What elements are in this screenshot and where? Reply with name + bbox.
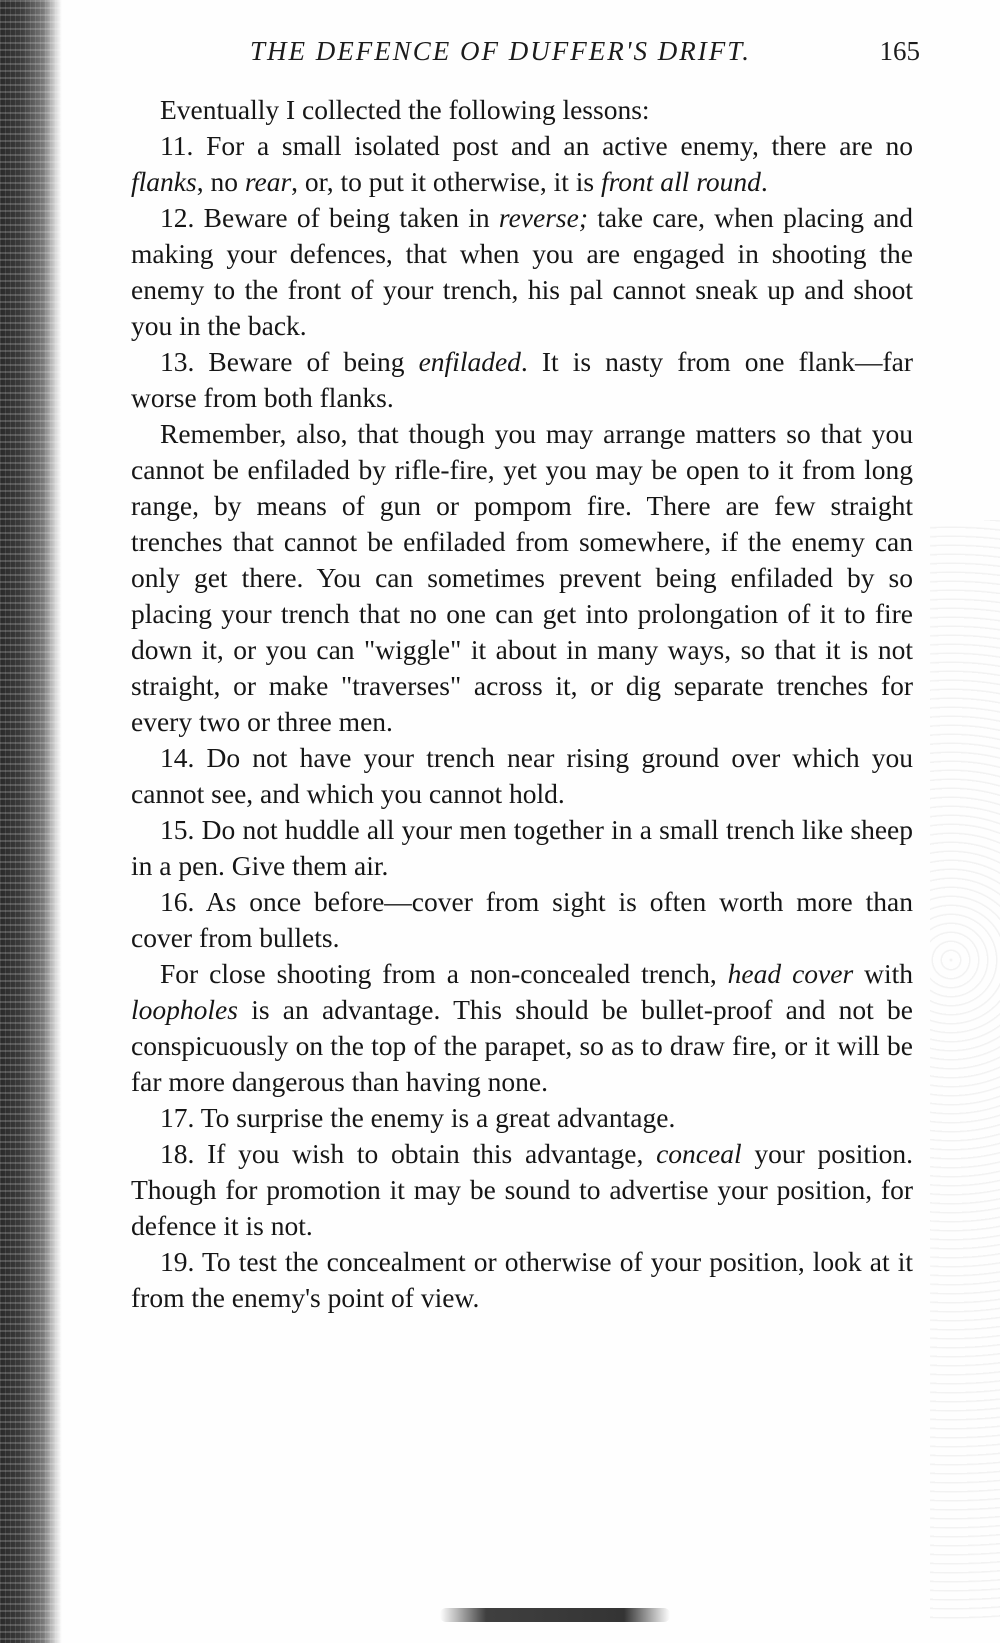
body-text xyxy=(131,92,913,1316)
text-run: Eventually I collected the following lessons: xyxy=(160,94,650,125)
text-run: your position. Though for promotion it may be sound to advertise your position, for defence it is not. xyxy=(131,1138,913,1241)
text-run: with xyxy=(853,958,913,989)
scan-speckle xyxy=(930,520,1000,1620)
paragraph xyxy=(131,92,913,128)
paragraph xyxy=(131,1136,913,1244)
text-run: 19. To test the concealment or otherwise of your position, look at it from the enemy's point of view. xyxy=(131,1246,913,1313)
italic-text: loopholes xyxy=(131,994,238,1025)
text-run: , or, to put it otherwise, it is xyxy=(291,166,601,197)
paragraph xyxy=(131,884,913,956)
paragraph xyxy=(131,956,913,1100)
paragraph xyxy=(131,200,913,344)
italic-text: conceal xyxy=(656,1138,742,1169)
text-run: For close shooting from a non-concealed trench, xyxy=(160,958,728,989)
text-run: 15. Do not huddle all your men together in a small trench like sheep in a pen. Give them air. xyxy=(131,814,913,881)
italic-text: rear xyxy=(244,166,292,197)
italic-text: flanks xyxy=(131,166,197,197)
paragraph xyxy=(131,128,913,200)
text-run: 14. Do not have your trench near rising ground over which you cannot see, and which you cannot hold. xyxy=(131,742,913,809)
text-run: 17. To surprise the enemy is a great advantage. xyxy=(160,1102,676,1133)
paragraph xyxy=(131,740,913,812)
text-run: 11. For a small isolated post and an active enemy, there are no xyxy=(160,130,913,161)
running-title: THE DEFENCE OF DUFFER'S DRIFT. xyxy=(250,36,751,66)
text-run: . It is nasty from one flank—far worse from both flanks. xyxy=(131,346,913,413)
text-run: , no xyxy=(196,166,245,197)
page-header xyxy=(130,36,920,76)
italic-text: front all round xyxy=(600,166,761,197)
italic-text: enfiladed xyxy=(418,346,521,377)
page-number: 165 xyxy=(879,36,920,66)
text-run: 16. As once before—cover from sight is often worth more than cover from bullets. xyxy=(131,886,913,953)
text-run: 18. If you wish to obtain this advantage, xyxy=(160,1138,657,1169)
book-spine-shadow xyxy=(0,0,62,1643)
text-run: 12. Beware of being taken in xyxy=(160,202,499,233)
paragraph xyxy=(131,416,913,740)
paragraph xyxy=(131,1244,913,1316)
paragraph xyxy=(131,1100,913,1136)
italic-text: head cover xyxy=(727,958,854,989)
text-run: 13. Beware of being xyxy=(160,346,419,377)
paragraph xyxy=(131,812,913,884)
text-run: is an advantage. This should be bullet-proof and not be conspicuously on the top of the parapet, so as to draw fire, or it will be far more dangerous than having none. xyxy=(131,994,913,1097)
text-run: take care, when placing and making your defences, that when you are engaged in shooting the enemy to the front of your trench, his pal cannot sneak up and shoot you in the back. xyxy=(131,202,913,341)
scan-smudge xyxy=(440,1608,670,1622)
paragraph xyxy=(131,344,913,416)
italic-text: reverse; xyxy=(498,202,588,233)
text-run: Remember, also, that though you may arrange matters so that you cannot be enfiladed by rifle-fire, yet you may be open to it from long range, by means of gun or pompom fire. There are few straight trenches that cannot be enfiladed from somewhere, if the enemy can only get there. You can sometimes prevent being enfiladed by so placing your trench that no one can get into prolongation of it to fire down it, or you can "wiggle" it about in many ways, so that it is not straight, or make "traverses" across it, or dig separate trenches for every two or three men. xyxy=(131,418,913,737)
text-run: . xyxy=(760,166,768,197)
